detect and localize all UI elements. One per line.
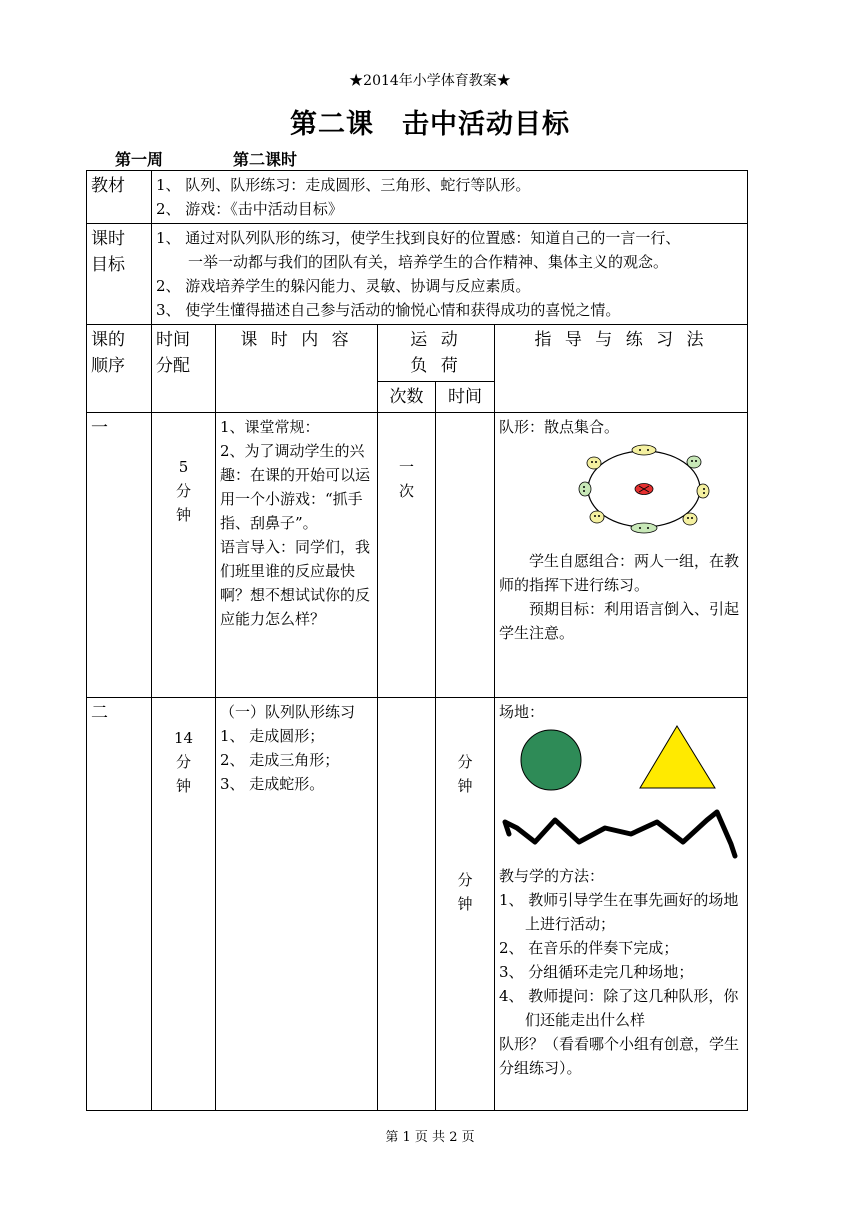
student-face-icon [687, 456, 701, 468]
materials-label: 教材 [87, 171, 152, 224]
page-footer: 第 1 页 共 2 页 [385, 1130, 475, 1145]
content-header: 课 时 内 容 [216, 325, 378, 413]
guidance-header: 指 导 与 练 习 法 [495, 325, 748, 413]
time-header-line: 分配 [156, 356, 190, 376]
formation-diagram [574, 441, 714, 541]
part2-duration-value: 分 [457, 753, 473, 771]
part1-row [87, 413, 748, 698]
part1-count-value: 次 [398, 482, 414, 500]
part2-duration [436, 698, 495, 1111]
part2-time-unit: 钟 [175, 777, 191, 795]
part1-time-unit: 钟 [175, 506, 191, 524]
duration-header: 时间 [436, 382, 495, 413]
part1-count-value: 一 [398, 458, 414, 476]
order-header-line: 顺序 [91, 356, 125, 376]
student-face-icon [683, 513, 697, 525]
part1-duration [436, 413, 495, 698]
part1-content-item: 1、课堂常规： [220, 418, 320, 436]
field-diagram [495, 724, 740, 864]
student-face-icon [697, 484, 709, 498]
part2-time [152, 698, 216, 1111]
objectives-label [87, 224, 152, 325]
page-title: 第二课 击中活动目标 [290, 109, 570, 140]
materials-item: 2、 游戏：《击中活动目标》 [156, 200, 343, 218]
part1-time [152, 413, 216, 698]
time-header-line: 时间 [156, 330, 190, 350]
formation-label: 队形：散点集合。 [499, 418, 620, 436]
lesson-plan-table [86, 170, 748, 1111]
part1-content [216, 413, 378, 698]
part2-duration-value: 分 [457, 871, 473, 889]
part2-duration-value: 钟 [457, 777, 473, 795]
objective-item: 3、 使学生懂得描述自己参与活动的愉悦心情和获得成功的喜悦之情。 [156, 301, 621, 319]
objectives-label-line: 课时 [91, 229, 125, 249]
part2-content-head: （一）队列队形练习 [220, 703, 356, 721]
student-face-icon [632, 445, 656, 455]
part2-time-unit: 分 [175, 753, 191, 771]
part2-row [87, 698, 748, 1111]
load-header [378, 325, 495, 382]
part1-order: 一 [87, 413, 152, 698]
load-header-line: 负 荷 [410, 356, 462, 376]
part1-count [378, 413, 436, 698]
method-item: 4、 教师提问：除了这几种队形，你们还能走出什么样 [499, 987, 739, 1029]
part1-method: 学生自愿组合：两人一组，在教师的指挥下进行练习。 [499, 552, 740, 594]
part2-content-item: 1、 走成圆形； [220, 727, 325, 745]
objectives-content [152, 224, 748, 325]
triangle-shape-icon [640, 726, 715, 788]
method-tail: 队形？（看看哪个小组有创意，学生分组练习）。 [499, 1035, 740, 1077]
method-item: 2、 在音乐的伴奏下完成； [499, 939, 679, 957]
materials-item: 1、 队列、队形练习：走成圆形、三角形、蛇行等队形。 [156, 176, 531, 194]
part2-time-number: 14 [173, 729, 194, 747]
column-header-row [87, 325, 748, 382]
methods-head: 教与学的方法： [499, 867, 605, 885]
objective-item: 1、 通过对队列队形的练习，使学生找到良好的位置感：知道自己的一言一行、 [156, 229, 681, 247]
objective-item-cont: 一举一动都与我们的团队有关，培养学生的合作精神、集体主义的观念。 [188, 253, 669, 271]
count-header: 次数 [378, 382, 436, 413]
week-label: 第一周 [115, 150, 164, 169]
part1-content-item: 2、为了调动学生的兴趣：在课的开始可以运用一个小游戏：“抓手指、刮鼻子”。 [220, 442, 371, 532]
part2-content [216, 698, 378, 1111]
load-header-line: 运 动 [410, 330, 462, 350]
materials-content [152, 171, 748, 224]
part2-content-item: 2、 走成三角形； [220, 751, 340, 769]
part1-time-unit: 分 [175, 482, 191, 500]
objectives-row [87, 224, 748, 325]
objective-item: 2、 游戏培养学生的躲闪能力、灵敏、协调与反应素质。 [156, 277, 531, 295]
order-header-line: 课的 [91, 330, 125, 350]
part2-guidance [495, 698, 748, 1111]
part2-content-item: 3、 走成蛇形。 [220, 775, 325, 793]
snake-path-icon [505, 812, 735, 856]
part1-method: 预期目标：利用语言倒入、引起学生注意。 [499, 600, 740, 642]
materials-row [87, 171, 748, 224]
part2-order: 二 [87, 698, 152, 1111]
student-face-icon [587, 457, 601, 469]
student-face-icon [590, 511, 604, 523]
part2-duration-value: 钟 [457, 895, 473, 913]
student-face-icon [579, 482, 591, 496]
method-item: 1、 教师引导学生在事先画好的场地上进行活动； [499, 891, 739, 933]
part1-time-number: 5 [178, 458, 189, 476]
order-header [87, 325, 152, 413]
part1-guidance [495, 413, 748, 698]
field-label: 场地： [499, 703, 545, 721]
objectives-label-line: 目标 [91, 255, 125, 275]
time-header [152, 325, 216, 413]
part1-content-item: 语言导入：同学们，我们班里谁的反应最快啊？想不想试试你的反应能力怎么样？ [220, 538, 371, 628]
part2-count [378, 698, 436, 1111]
document-header: ★2014年小学体育教案★ [349, 73, 511, 89]
lesson-period-label: 第二课时 [233, 150, 298, 169]
method-item: 3、 分组循环走完几种场地； [499, 963, 694, 981]
circle-shape-icon [521, 730, 581, 790]
student-face-icon [631, 523, 657, 533]
